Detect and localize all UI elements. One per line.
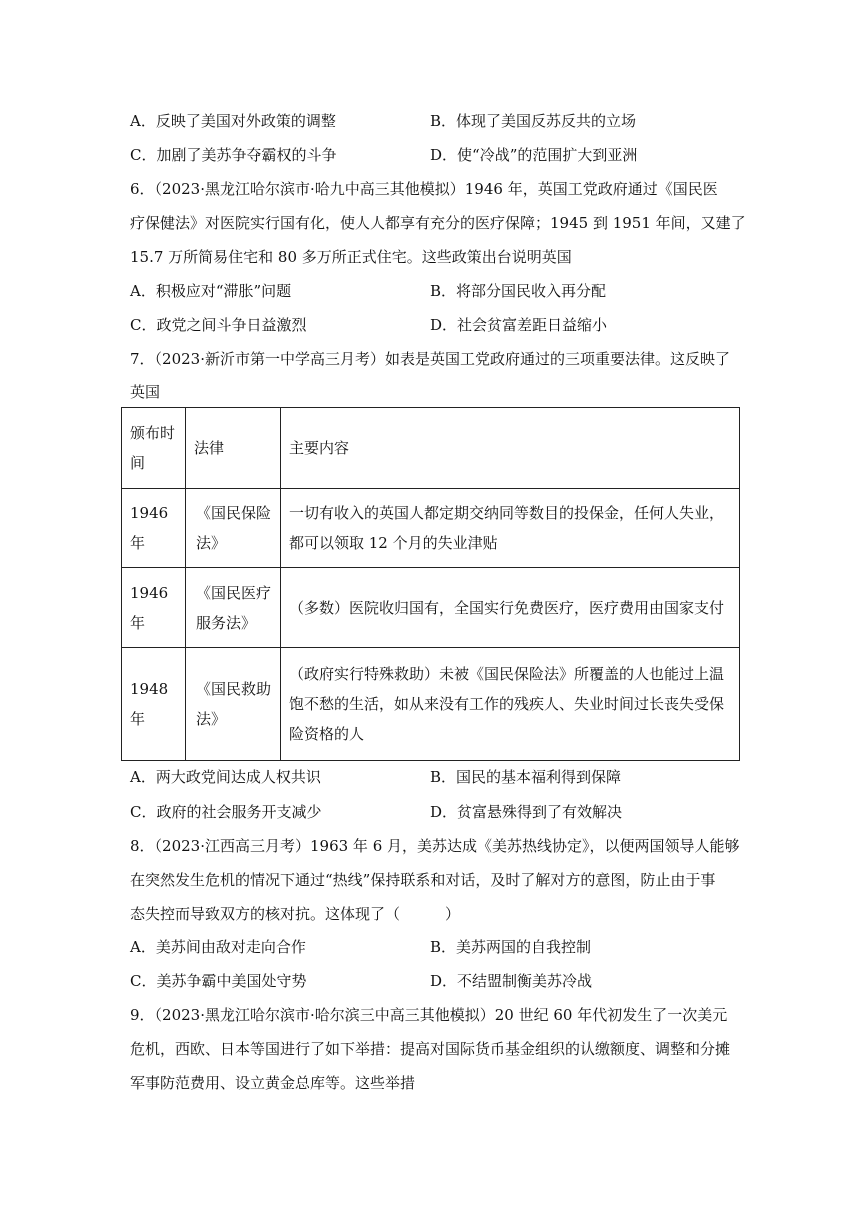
q5-option-a[interactable]: A．反映了美国对外政策的调整 xyxy=(130,112,336,130)
q6-stem-line-3: 15.7 万所简易住宅和 80 多万所正式住宅。这些政策出台说明英国 xyxy=(130,248,572,266)
q9-stem-line-3: 军事防范费用、设立黄金总库等。这些举措 xyxy=(130,1074,416,1092)
table-header-row xyxy=(122,408,740,489)
cell-year: 1946 年 xyxy=(122,568,186,648)
q6-stem-line-1: 6．（2023·黑龙江哈尔滨市·哈九中高三其他模拟）1946 年，英国工党政府通过《国民医 xyxy=(130,180,718,198)
q8-stem-line-2: 在突然发生危机的情况下通过“热线”保持联系和对话，及时了解对方的意图，防止由于事 xyxy=(130,871,716,889)
q8-stem-line-3: 态失控而导致双方的核对抗。这体现了（ ） xyxy=(130,905,461,923)
q8-option-d[interactable]: D．不结盟制衡美苏冷战 xyxy=(430,972,593,990)
q8-option-b[interactable]: B．美苏两国的自我控制 xyxy=(430,938,592,956)
q6-option-c[interactable]: C．政党之间斗争日益激烈 xyxy=(130,316,307,334)
cell-content: （多数）医院收归国有，全国实行免费医疗，医疗费用由国家支付 xyxy=(281,568,740,648)
cell-content: 一切有收入的英国人都定期交纳同等数目的投保金，任何人失业，都可以领取 12 个月的失业津贴 xyxy=(281,489,740,568)
table-row xyxy=(122,489,740,568)
q7-stem-line-1: 7．（2023·新沂市第一中学高三月考）如表是英国工党政府通过的三项重要法律。这反映了 xyxy=(130,350,730,368)
q6-option-d[interactable]: D．社会贫富差距日益缩小 xyxy=(430,316,608,334)
cell-content: （政府实行特殊救助）未被《国民保险法》所覆盖的人也能过上温饱不愁的生活，如从来没有工作的残疾人、失业时间过长丧失受保险资格的人 xyxy=(281,648,740,761)
q9-stem-line-1: 9．（2023·黑龙江哈尔滨市·哈尔滨三中高三其他模拟）20 世纪 60 年代初发生了一次美元 xyxy=(130,1006,728,1024)
cell-law: 《国民保险法》 xyxy=(186,489,281,568)
q7-option-c[interactable]: C．政府的社会服务开支减少 xyxy=(130,803,322,821)
q6-option-a[interactable]: A．积极应对“滞胀”问题 xyxy=(130,282,292,300)
table-row xyxy=(122,648,740,761)
q7-stem-line-2: 英国 xyxy=(130,383,161,401)
q9-stem-line-2: 危机，西欧、日本等国进行了如下举措：提高对国际货币基金组织的认缴额度、调整和分摊 xyxy=(130,1040,731,1058)
q7-option-b[interactable]: B．国民的基本福利得到保障 xyxy=(430,768,622,786)
table-row xyxy=(122,568,740,648)
header-content: 主要内容 xyxy=(281,408,740,489)
cell-year: 1946 年 xyxy=(122,489,186,568)
header-law: 法律 xyxy=(186,408,281,489)
q8-stem-line-1: 8．（2023·江西高三月考）1963 年 6 月，美苏达成《美苏热线协定》，以便两国领导人能够 xyxy=(130,837,740,855)
q7-option-a[interactable]: A．两大政党间达成人权共识 xyxy=(130,768,321,786)
q5-option-c[interactable]: C．加剧了美苏争夺霸权的斗争 xyxy=(130,146,337,164)
q7-option-d[interactable]: D．贫富悬殊得到了有效解决 xyxy=(430,803,623,821)
q8-option-c[interactable]: C．美苏争霸中美国处守势 xyxy=(130,972,307,990)
q5-option-d[interactable]: D．使“冷战”的范围扩大到亚洲 xyxy=(430,146,638,164)
law-table xyxy=(121,407,740,761)
q6-option-b[interactable]: B．将部分国民收入再分配 xyxy=(430,282,607,300)
header-year: 颁布时间 xyxy=(122,408,186,489)
cell-law: 《国民医疗服务法》 xyxy=(186,568,281,648)
q5-option-b[interactable]: B．体现了美国反苏反共的立场 xyxy=(430,112,637,130)
q8-option-a[interactable]: A．美苏间由敌对走向合作 xyxy=(130,938,306,956)
cell-year: 1948 年 xyxy=(122,648,186,761)
q6-stem-line-2: 疗保健法》对医院实行国有化，使人人都享有充分的医疗保障；1945 到 1951 年间，又建了 xyxy=(130,214,746,232)
cell-law: 《国民救助法》 xyxy=(186,648,281,761)
